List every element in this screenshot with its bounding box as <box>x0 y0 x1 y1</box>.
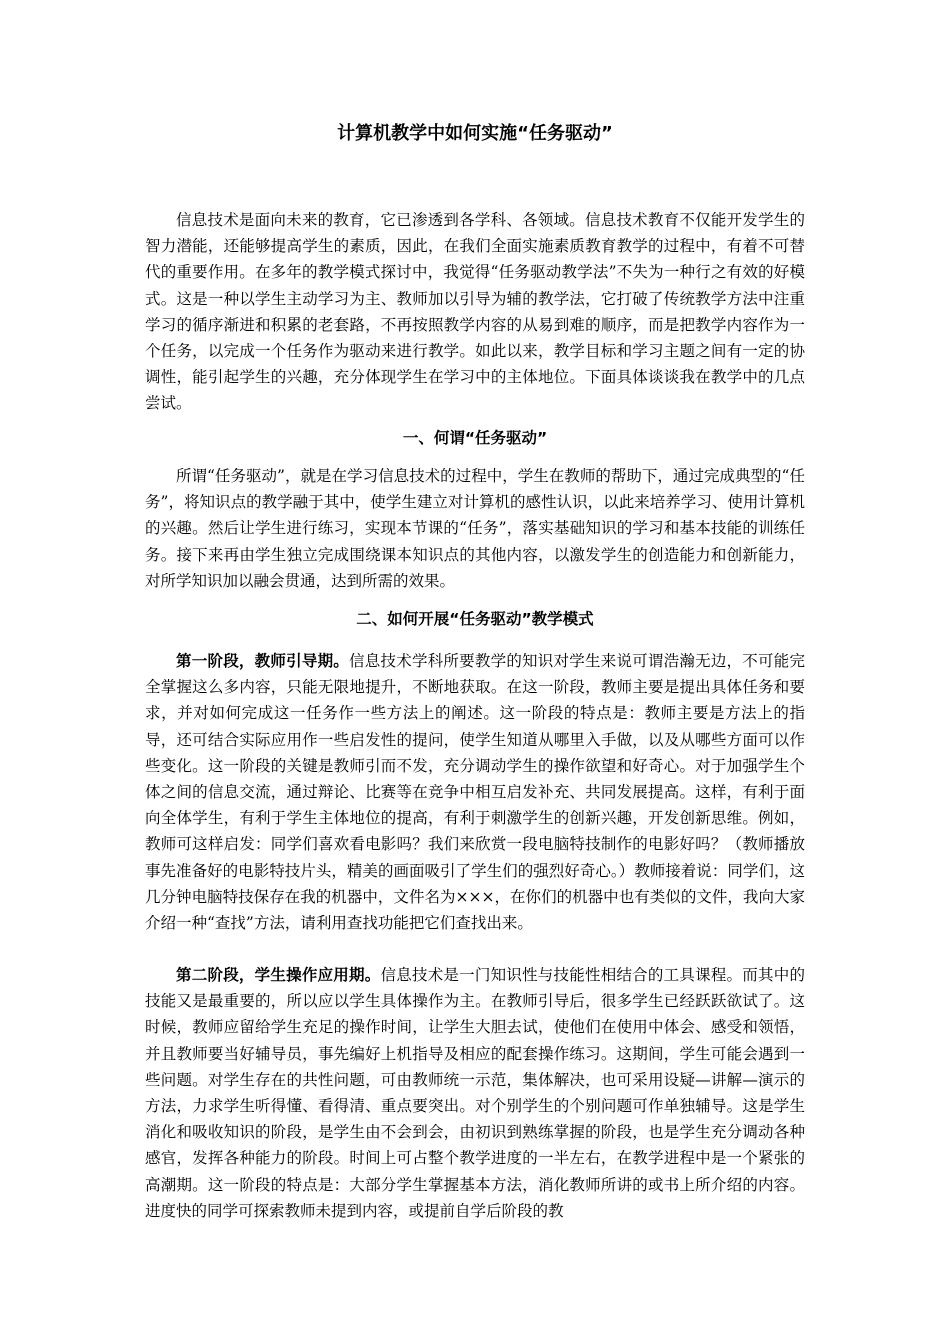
document-title: 计算机教学中如何实施“任务驱动” <box>337 123 613 144</box>
stage2-paragraph <box>145 962 805 1224</box>
stage2-lead: 第二阶段，学生操作应用期。 <box>176 966 381 984</box>
intro-paragraph: 信息技术是面向未来的教育，它已渗透到各学科、各领域。信息技术教育不仅能开发学生的智力潜能，还能够提高学生的素质，因此，在我们全面实施素质教育教学的过程中，有着不可替代的重要作用。在多年的教学模式探讨中，我觉得“任务驱动教学法”不失为一种行之有效的好模式。这是一种以学生主动学习为主、教师加以引导为辅的教学法，它打破了传统教学方法中注重学习的循序渐进和积累的老套路，不再按照教学内容的从易到难的顺序，而是把教学内容作为一个任务，以完成一个任务作为驱动来进行教学。如此以来，教学目标和学习主题之间有一定的协调性，能引起学生的兴趣，充分体现学生在学习中的主体地位。下面具体谈谈我在教学中的几点尝试。 <box>145 211 805 413</box>
stage1-paragraph <box>145 648 805 936</box>
section2-heading: 二、如何开展“任务驱动”教学模式 <box>356 610 594 628</box>
stage1-body: 信息技术学科所要教学的知识对学生来说可谓浩瀚无边，不可能完全掌握这么多内容，只能无限地提升，不断地获取。在这一阶段，教师主要是提出具体任务和要求，并对如何完成这一任务作一些方法上的阐述。这一阶段的特点是：教师主要是方法上的指导，还可结合实际应用作一些启发性的提问，使学生知道从哪里入手做，以及从哪些方面可以作些变化。这一阶段的关键是教师引而不发，充分调动学生的操作欲望和好奇心。对于加强学生个体之间的信息交流，通过辩论、比赛等在竞争中相互启发补充、共同发展提高。这样，有利于面向全体学生，有利于学生主体地位的提高，有利于刺激学生的创新兴趣，开发创新思维。例如，教师可这样启发：同学们喜欢看电影吗？我们来欣赏一段电脑特技制作的电影好吗？（教师播放事先准备好的电影特技片头，精美的画面吸引了学生们的强烈好奇心。）教师接着说：同学们，这几分钟电脑特技保存在我的机器中，文件名为×××，在你们的机器中也有类似的文件，我向大家介绍一种“查找”方法，请利用查找功能把它们查找出来。 <box>145 652 805 933</box>
section1-heading: 一、何谓“任务驱动” <box>402 429 548 447</box>
stage1-lead: 第一阶段，教师引导期。 <box>176 652 350 670</box>
section1-paragraph: 所谓“任务驱动”，就是在学习信息技术的过程中，学生在教师的帮助下，通过完成典型的“任务”，将知识点的教学融于其中，使学生建立对计算机的感性认识，以此来培养学习、使用计算机的兴趣。然后让学生进行练习，实现本节课的“任务”，落实基础知识的学习和基本技能的训练任务。接下来再由学生独立完成围绕课本知识点的其他内容，以激发学生的创造能力和创新能力，对所学知识加以融会贯通，达到所需的效果。 <box>145 467 805 590</box>
stage2-body: 信息技术是一门知识性与技能性相结合的工具课程。而其中的技能又是最重要的，所以应以学生具体操作为主。在教师引导后，很多学生已经跃跃欲试了。这时候，教师应留给学生充足的操作时间，让学生大胆去试，使他们在使用中体会、感受和领悟，并且教师要当好辅导员，事先编好上机指导及相应的配套操作练习。这期间，学生可能会遇到一些问题。对学生存在的共性问题，可由教师统一示范，集体解决，也可采用设疑—讲解—演示的方法，力求学生听得懂、看得清、重点要突出。对个别学生的个别问题可作单独辅导。这是学生消化和吸收知识的阶段，是学生由不会到会，由初识到熟练掌握的阶段，也是学生充分调动各种感官，发挥各种能力的阶段。时间上可占整个教学进度的一半左右，在教学进程中是一个紧张的高潮期。这一阶段的特点是：大部分学生掌握基本方法，消化教师所讲的或书上所介绍的内容。进度快的同学可探索教师未提到内容，或提前自学后阶段的教 <box>145 966 805 1220</box>
